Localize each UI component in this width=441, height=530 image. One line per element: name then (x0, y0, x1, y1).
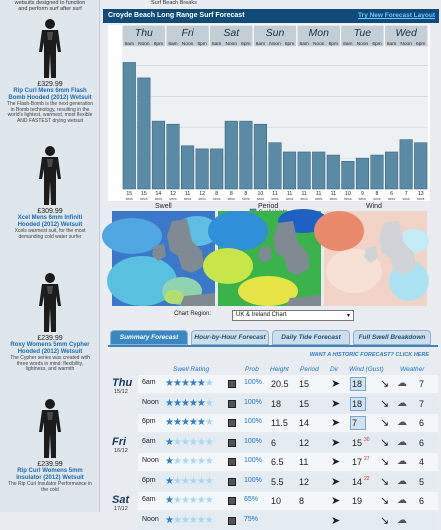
star-icon: ★ (188, 436, 197, 448)
chevron-down-icon: ▾ (346, 313, 350, 319)
map-caption-period: Period (258, 203, 279, 210)
direction-arrow-icon: ➤ (331, 417, 341, 429)
chart-icon[interactable] (228, 458, 236, 466)
period-unit: secs (387, 197, 396, 201)
swell-bar (123, 62, 136, 189)
star-icon: ★ (165, 475, 173, 487)
new-layout-link[interactable]: Try New Forecast Layout (358, 12, 435, 19)
chart-icon[interactable] (228, 439, 236, 447)
star-icon: ★ (188, 397, 197, 409)
swell-bar (269, 143, 282, 189)
sidebar-product[interactable] (0, 398, 100, 493)
swell-height: 18 (271, 398, 282, 409)
table-header: Dir (330, 366, 339, 373)
wind-arrow-icon: ↘ (380, 378, 390, 390)
swell-chart (108, 25, 430, 201)
chart-time-label: Noon (225, 42, 238, 47)
wind-box (350, 514, 366, 528)
chart-time-label: Noon (269, 42, 281, 47)
swell-height: 20.5 (271, 379, 289, 389)
weather-cloud-icon: ☁ (397, 378, 407, 389)
product-price: £329.99 (37, 81, 63, 88)
probability: 100% (244, 437, 262, 445)
swell-rating-stars (165, 496, 213, 506)
period-unit: secs (169, 197, 177, 201)
sidebar (0, 0, 100, 512)
period-unit: secs (373, 197, 381, 201)
region-select[interactable] (232, 310, 354, 321)
swell-bar (181, 146, 194, 189)
chart-time-label: 6pm (416, 42, 426, 47)
swell-period: 8 (299, 496, 305, 506)
swell-bar (283, 152, 296, 189)
sidebar-intro: wetsuits designed to function and perform surf after surf (14, 0, 86, 12)
period-value: 8 (244, 191, 248, 197)
swell-period: 14 (299, 418, 310, 428)
product-name[interactable]: Rip Curl Mens 6mm Flash Bomb Hooded (2012) Wetsuit (8, 88, 92, 101)
period-unit: secs (227, 197, 235, 201)
swell-rating-stars (165, 399, 213, 409)
day-label: Sat (112, 494, 130, 506)
swell-height: 10 (271, 496, 282, 506)
tab-summary-forecast[interactable]: Summary Forecast (110, 330, 188, 345)
chart-time-label: Noon (356, 42, 369, 47)
weather-cloud-icon: ☁ (397, 475, 407, 487)
period-value: 13 (417, 191, 424, 197)
star-icon: ★ (196, 456, 205, 467)
direction-arrow-icon: ➤ (331, 378, 341, 390)
star-icon: ★ (165, 456, 173, 467)
swell-rating-stars (165, 379, 213, 389)
swell-bar (167, 124, 180, 189)
row-time: 6pm (142, 476, 156, 484)
star-icon: ★ (172, 397, 181, 409)
chart-time-label: 6am (168, 42, 178, 47)
chart-time-label: 6pm (284, 42, 295, 47)
tab-underline (108, 345, 438, 347)
title-bar (103, 9, 439, 23)
star-icon: ★ (180, 397, 189, 409)
probability: 100% (244, 476, 262, 484)
swell-bar (138, 78, 151, 189)
chart-time-label: 6am (343, 42, 353, 47)
period-value: 10 (257, 191, 264, 197)
star-icon: ★ (172, 495, 181, 506)
direction-arrow-icon: ➤ (331, 397, 341, 410)
chart-day-label: Thu (134, 27, 153, 39)
period-value: 11 (301, 191, 307, 197)
period-value: 12 (170, 191, 176, 197)
wind-speed: 18 (352, 379, 363, 389)
swell-bar (312, 152, 325, 189)
wetsuit-image[interactable] (34, 272, 66, 334)
breadcrumb[interactable]: Surf Beach Breaks (151, 0, 197, 6)
swell-rating-stars (165, 516, 213, 526)
chart-time-label: Noon (312, 42, 325, 47)
row-time: 6am (142, 496, 156, 503)
row-time: 6pm (142, 418, 156, 425)
weather-cloud-icon: ☁ (397, 456, 407, 467)
chart-time-label: 6pm (372, 42, 382, 47)
chart-day-label: Sat (223, 27, 240, 39)
swell-period: 12 (299, 437, 310, 448)
probability: 100% (244, 379, 262, 386)
temperature: 7 (419, 379, 425, 389)
wind-speed: 17 (352, 457, 363, 467)
period-value: 15 (126, 191, 133, 197)
map-caption-swell: Swell (155, 203, 172, 210)
weather-cloud-icon: ☁ (397, 397, 407, 409)
star-icon: ★ (188, 495, 197, 506)
period-value: 8 (215, 191, 219, 197)
period-value: 11 (286, 191, 293, 197)
swell-bar (225, 121, 238, 189)
chart-icon[interactable] (228, 517, 236, 525)
star-icon: ★ (165, 417, 173, 428)
star-icon: ★ (196, 475, 205, 487)
period-unit: secs (242, 197, 250, 201)
chart-time-label: Noon (138, 42, 150, 47)
chart-time-label: 6am (299, 42, 309, 47)
swell-bar (342, 161, 355, 189)
product-name[interactable]: Rip Curl Womens 5mm Insulator (2012) Wetsuit (16, 468, 84, 481)
swell-map-image (112, 211, 215, 306)
swell-bar (254, 124, 267, 189)
period-unit: secs (271, 197, 279, 201)
star-icon: ★ (172, 436, 181, 448)
direction-arrow-icon: ➤ (331, 475, 341, 488)
table-header: Weather (400, 366, 425, 373)
swell-period: 11 (299, 457, 309, 467)
star-icon: ★ (172, 417, 181, 428)
star-icon: ★ (204, 514, 213, 526)
chart-icon[interactable] (228, 478, 236, 486)
tab-daily-tide[interactable]: Daily Tide Forecast (272, 330, 350, 345)
period-value: 6 (390, 191, 394, 197)
period-unit: secs (285, 197, 294, 201)
chart-icon[interactable] (228, 497, 236, 505)
period-unit: secs (417, 197, 425, 201)
product-price: £239.99 (37, 335, 63, 342)
day-date: 17/12 (114, 506, 128, 512)
swell-period: 15 (299, 398, 310, 409)
map-caption-wind: Wind (366, 203, 382, 210)
day-date: 16/12 (114, 447, 128, 454)
region-label: Chart Region: (174, 311, 212, 317)
star-icon: ★ (180, 456, 189, 467)
product-name[interactable]: Roxy Womens 5mm Cypher Hooded (2012) Wetsuit (10, 342, 90, 355)
probability: 65% (244, 496, 259, 503)
probability: 100% (244, 418, 262, 425)
star-icon: ★ (196, 436, 205, 448)
chart-time-label: 6am (255, 42, 266, 47)
probability: 75% (244, 515, 259, 523)
period-unit: secs (358, 197, 367, 201)
wetsuit-image[interactable] (34, 18, 66, 80)
tab-hour-by-hour[interactable]: Hour-by-Hour Forecast (191, 330, 269, 345)
wind-speed: 18 (352, 398, 363, 409)
period-unit: secs (213, 197, 221, 201)
period-value: 12 (199, 191, 206, 197)
wind-arrow-icon: ↘ (380, 475, 390, 488)
star-icon: ★ (180, 417, 189, 428)
day-date: 15/12 (114, 389, 128, 395)
period-value: 11 (184, 191, 191, 197)
star-icon: ★ (196, 495, 205, 506)
wetsuit-image[interactable] (34, 145, 66, 207)
period-value: 8 (375, 191, 379, 197)
chart-time-label: 6am (212, 42, 222, 47)
period-value: 10 (344, 191, 351, 197)
star-icon: ★ (180, 436, 189, 448)
product-price: £309.99 (37, 208, 63, 215)
table-header: Prob (245, 366, 259, 373)
product-description: The Rip Curl Insulator Performance in the cold (8, 481, 92, 493)
wind-map[interactable] (324, 211, 427, 306)
temperature: 6 (419, 437, 425, 448)
star-icon: ★ (196, 514, 205, 526)
star-icon: ★ (180, 475, 189, 487)
period-unit: secs (402, 197, 410, 201)
star-icon: ★ (204, 397, 213, 409)
star-icon: ★ (172, 514, 181, 526)
period-unit: secs (140, 197, 148, 201)
star-icon: ★ (165, 495, 173, 506)
day-label: Fri (112, 435, 127, 448)
period-unit: secs (183, 197, 192, 201)
star-icon: ★ (188, 456, 197, 467)
table-header: Swell Rating (173, 366, 210, 373)
temperature: 4 (419, 457, 425, 467)
star-icon: ★ (188, 475, 197, 487)
table-header: Period (300, 366, 319, 373)
star-icon: ★ (180, 378, 189, 389)
swell-rating-stars (165, 418, 213, 428)
star-icon: ★ (204, 378, 213, 389)
star-icon: ★ (165, 436, 173, 448)
period-unit: secs (154, 197, 163, 201)
temperature: 6 (419, 496, 425, 506)
direction-arrow-icon: ➤ (331, 514, 341, 527)
period-map[interactable] (218, 211, 321, 306)
product-description: Xcels warmest suit, for the most demanding cold water surfer (14, 228, 86, 240)
swell-height: 6 (271, 437, 277, 448)
swell-bar (400, 140, 413, 189)
day-label: Thu (112, 377, 133, 389)
star-icon: ★ (196, 417, 205, 428)
chart-time-label: 6am (124, 42, 134, 47)
star-icon: ★ (204, 475, 213, 487)
period-value: 15 (140, 191, 147, 197)
swell-bar (196, 149, 209, 189)
temperature: 6 (419, 418, 425, 428)
row-time: Noon (142, 457, 159, 464)
wind-arrow-icon: ↘ (380, 456, 390, 468)
wind-arrow-icon: ↘ (380, 397, 390, 410)
period-value: 9 (360, 191, 364, 197)
wind-speed: 14 (352, 476, 363, 487)
star-icon: ★ (180, 514, 189, 526)
chart-day-label: Fri (181, 27, 194, 39)
star-icon: ★ (172, 475, 181, 487)
swell-bar (414, 143, 427, 189)
star-icon: ★ (180, 495, 189, 506)
swell-bar (356, 158, 369, 189)
wind-arrow-icon: ↘ (380, 495, 390, 507)
swell-bar (327, 155, 340, 189)
swell-height: 11.5 (271, 418, 288, 428)
period-value: 11 (272, 191, 278, 197)
star-icon: ★ (188, 378, 197, 389)
star-icon: ★ (188, 514, 197, 526)
chart-time-label: 6pm (241, 42, 251, 47)
chart-icon[interactable] (228, 419, 236, 427)
wetsuit-image[interactable] (34, 398, 66, 460)
chart-icon[interactable] (228, 380, 236, 388)
swell-bar (298, 152, 311, 189)
star-icon: ★ (165, 378, 173, 389)
row-time: Noon (142, 515, 159, 523)
period-value: 8 (229, 191, 233, 197)
swell-bar (152, 121, 165, 189)
star-icon: ★ (204, 495, 213, 506)
period-unit: secs (125, 197, 133, 201)
swell-rating-stars (165, 457, 213, 467)
star-icon: ★ (165, 397, 173, 409)
swell-rating-stars (165, 477, 213, 487)
sidebar-product[interactable] (0, 18, 100, 124)
page-title: Croyde Beach Long Range Surf Forecast (108, 12, 245, 19)
period-unit: secs (256, 197, 265, 201)
weather-cloud-icon: ☁ (397, 495, 407, 506)
direction-arrow-icon: ➤ (331, 436, 341, 449)
chart-time-label: 6pm (328, 42, 338, 47)
period-unit: secs (344, 197, 352, 201)
period-unit: secs (300, 197, 308, 201)
period-unit: secs (315, 197, 323, 201)
region-select-value: UK & Ireland Chart (236, 312, 287, 318)
period-unit: secs (198, 197, 206, 201)
period-map-image (218, 211, 321, 306)
row-time: Noon (142, 398, 159, 406)
swell-bar (210, 149, 223, 189)
star-icon: ★ (196, 378, 205, 389)
probability: 100% (244, 457, 262, 464)
swell-bar (385, 152, 398, 189)
historic-forecast-link[interactable]: WANT A HISTORIC FORECAST? CLICK HERE (309, 352, 429, 358)
period-value: 11 (316, 191, 322, 197)
star-icon: ★ (204, 456, 213, 467)
period-value: 11 (330, 191, 336, 197)
row-time: 6am (142, 437, 156, 445)
period-value: 14 (155, 191, 162, 197)
wind-arrow-icon: ↘ (380, 514, 390, 527)
wind-arrow-icon: ↘ (380, 417, 390, 429)
chart-day-label: Wed (395, 27, 417, 39)
chart-icon[interactable] (228, 400, 236, 408)
wind-gust: 30 (364, 436, 370, 443)
star-icon: ★ (204, 436, 213, 448)
wind-arrow-icon: ↘ (380, 436, 390, 449)
sidebar-product[interactable] (0, 145, 100, 240)
swell-bar (240, 121, 253, 189)
chart-time-label: Noon (181, 42, 194, 47)
period-value: 7 (404, 191, 408, 197)
wind-gust: 22 (364, 475, 370, 482)
direction-arrow-icon: ➤ (331, 456, 341, 468)
product-name[interactable]: Xcel Mens 6mm Infiniti Hooded (2012) Wetsuit (17, 215, 83, 228)
wind-map-image (324, 211, 427, 306)
star-icon: ★ (165, 514, 173, 526)
chart-time-label: 6am (386, 42, 397, 47)
star-icon: ★ (172, 456, 181, 467)
table-header: Wind (Gust) (349, 366, 384, 373)
table-header: Height (270, 366, 289, 373)
star-icon: ★ (188, 417, 197, 428)
swell-map[interactable] (112, 211, 215, 306)
chart-time-label: 6pm (153, 42, 164, 47)
star-icon: ★ (196, 397, 205, 409)
temperature: 5 (419, 476, 425, 487)
period-unit: secs (329, 197, 337, 201)
wind-speed: 19 (352, 496, 363, 506)
swell-period: 12 (299, 476, 310, 487)
chart-time-label: Noon (400, 42, 412, 47)
swell-bar (371, 155, 384, 189)
wind-gust: 27 (364, 456, 370, 462)
swell-height: 5.5 (271, 476, 284, 487)
weather-cloud-icon: ☁ (397, 514, 407, 526)
probability: 100% (244, 398, 262, 406)
sidebar-product[interactable] (0, 272, 100, 373)
star-icon: ★ (204, 417, 213, 428)
weather-cloud-icon: ☁ (397, 436, 407, 448)
temperature: 7 (419, 398, 425, 409)
swell-rating-stars (165, 438, 213, 448)
tab-full-swell[interactable]: Full Swell Breakdown (353, 330, 431, 345)
star-icon: ★ (172, 378, 181, 389)
swell-period: 15 (299, 379, 310, 389)
swell-height: 6.5 (271, 457, 284, 467)
chart-day-label: Sun (265, 27, 285, 39)
weather-cloud-icon: ☁ (397, 417, 407, 428)
row-time: 6am (142, 379, 156, 386)
product-description: The Flash-Bomb is the next generation in Bomb technology, resulting in the world's lightest, warmest, most flexible AND FASTEST drying wetsuit (6, 101, 94, 124)
swell-chart-svg (108, 25, 430, 201)
product-price: £239.99 (37, 461, 63, 468)
chart-day-label: Mon (308, 27, 329, 39)
chart-time-label: 6pm (197, 42, 207, 47)
wind-speed: 7 (352, 418, 358, 428)
direction-arrow-icon: ➤ (331, 495, 341, 507)
wind-speed: 15 (352, 437, 363, 448)
chart-day-label: Tue (353, 27, 372, 39)
product-description: The Cypher series was created with three words in mind: flexibility, lightness, and warmth (10, 355, 90, 373)
